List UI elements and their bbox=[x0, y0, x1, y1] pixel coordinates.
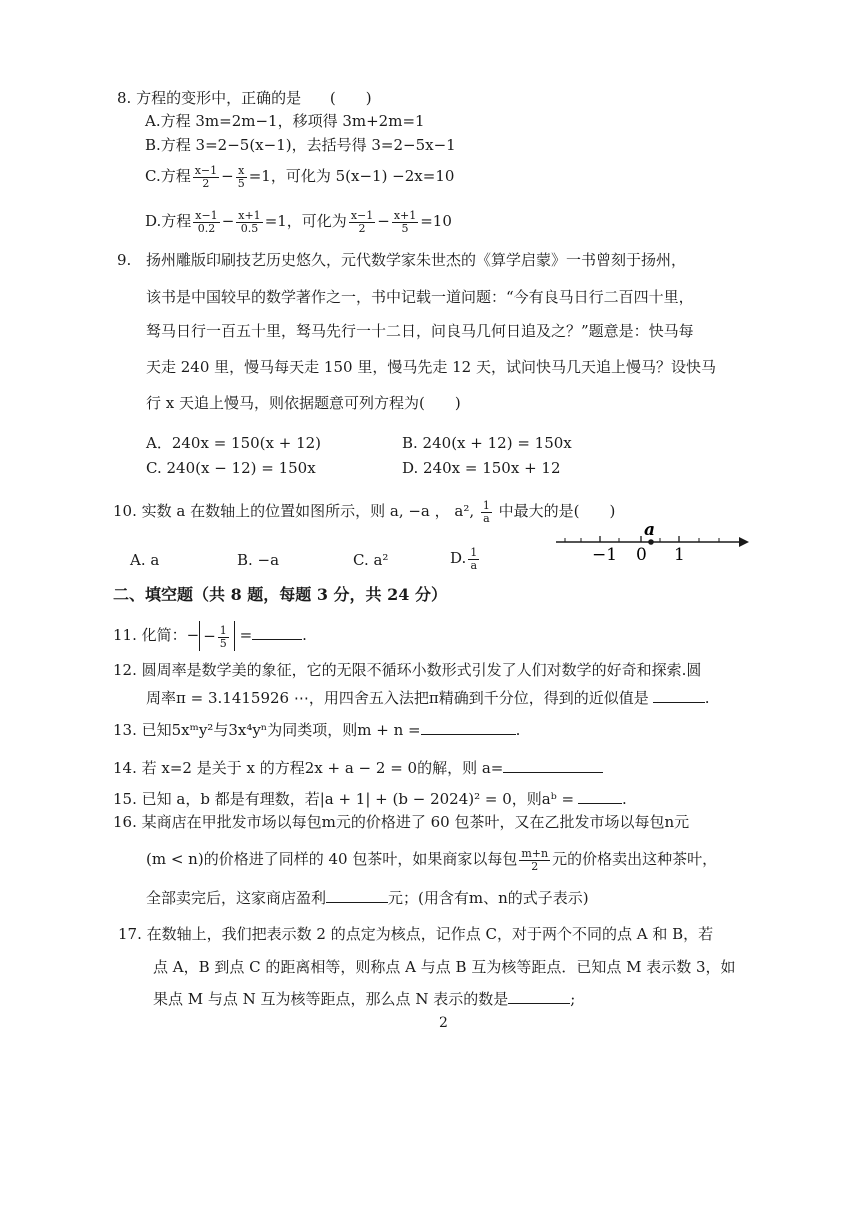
frac-numerator: 1 bbox=[482, 498, 490, 512]
q16-price-frac bbox=[519, 848, 550, 873]
q12-line-2-text: 周率π = 3.1415926 ⋯，用四舍五入法把π精确到千分位，得到的近似值是 bbox=[146, 689, 649, 707]
q14 bbox=[113, 758, 603, 778]
arrow-right-icon bbox=[739, 537, 749, 547]
q11-absolute-value bbox=[199, 621, 235, 651]
frac-denominator: a bbox=[481, 512, 492, 525]
q17-end: ; bbox=[570, 990, 576, 1008]
q9-option-c: C. 240(x − 12) = 150x bbox=[146, 459, 316, 477]
q9-line-2: 该书是中国较早的数学著作之一，书中记载一道问题：“今有良马日行二百四十里， bbox=[146, 288, 694, 306]
q16-answer-blank[interactable] bbox=[326, 888, 388, 903]
q8-stem bbox=[117, 88, 372, 108]
q8-option-c bbox=[145, 161, 454, 191]
q10-stem-frac bbox=[481, 500, 492, 525]
axis-ticks bbox=[565, 536, 719, 542]
frac-denominator: 0.2 bbox=[193, 222, 219, 235]
frac-numerator: 1 bbox=[470, 545, 478, 559]
q8-option-d bbox=[145, 206, 452, 236]
frac-numerator: x+1 bbox=[238, 208, 261, 222]
frac-numerator: x−1 bbox=[195, 208, 218, 222]
q17-answer-blank[interactable] bbox=[508, 989, 570, 1004]
frac-numerator: 1 bbox=[219, 623, 227, 637]
tick-label-neg1: −1 bbox=[592, 545, 618, 565]
q9-option-b: B. 240(x + 12) = 150x bbox=[402, 434, 572, 452]
q16-line-2-suffix: 元的价格卖出这种茶叶， bbox=[552, 850, 718, 868]
page-number: 2 bbox=[439, 1015, 448, 1031]
minus-sign: − bbox=[221, 167, 234, 185]
q16-line-2 bbox=[146, 841, 717, 877]
q8-stem-text: 8. 方程的变形中，正确的是 bbox=[117, 89, 302, 107]
q12-line-1: 12. 圆周率是数学美的象征，它的无限不循环小数形式引发了人们对数学的好奇和探索.圆 bbox=[113, 661, 702, 679]
frac-numerator: x−1 bbox=[350, 208, 374, 222]
q15 bbox=[113, 789, 627, 809]
q16-line-3-suffix: 元；(用含有m、n的式子表示) bbox=[388, 889, 589, 907]
q16-line-1: 16. 某商店在甲批发市场以每包m元的价格进了 60 包茶叶，又在乙批发市场以每包n元 bbox=[113, 813, 690, 831]
q10-stem-end: 中最大的是( ) bbox=[498, 502, 616, 520]
q10-d-prefix: D. bbox=[450, 549, 467, 567]
q10-stem-text: 10. 实数 a 在数轴上的位置如图所示，则 a, −a ， a², bbox=[113, 502, 479, 520]
frac-denominator: 0.5 bbox=[236, 222, 262, 235]
q17-line-3-prefix: 果点 M 与点 N 互为核等距点，那么点 N 表示的数是 bbox=[153, 990, 509, 1008]
q17-line-2: 点 A，B 到点 C 的距离相等，则称点 A 与点 B 互为核等距点．已知点 M 表示数 3，如 bbox=[153, 958, 736, 976]
frac-numerator: x bbox=[238, 163, 245, 177]
q10-option-d bbox=[450, 541, 481, 575]
minus-sign: − bbox=[377, 212, 390, 230]
frac-denominator: a bbox=[468, 559, 479, 572]
q15-end: . bbox=[622, 790, 627, 808]
q12-answer-blank[interactable] bbox=[653, 688, 705, 703]
q13 bbox=[113, 720, 520, 740]
q14-answer-blank[interactable] bbox=[503, 758, 603, 773]
frac-numerator: x−1 bbox=[194, 163, 218, 177]
q17-line-1: 17. 在数轴上，我们把表示数 2 的点定为核点，记作点 C，对于两个不同的点 A 和 B，若 bbox=[118, 925, 714, 943]
minus-sign: − bbox=[203, 627, 216, 645]
q11-end: . bbox=[302, 626, 307, 644]
number-line-figure bbox=[553, 518, 753, 566]
q9-line-1: 扬州雕版印刷技艺历史悠久，元代数学家朱世杰的《算学启蒙》一书曾刻于扬州， bbox=[146, 251, 687, 269]
q10-option-c: C. a² bbox=[353, 551, 389, 569]
q8-d-frac3 bbox=[349, 210, 375, 235]
q13-end: . bbox=[515, 721, 521, 739]
q9-line-3: 驽马日行一百五十里，驽马先行一十二日，问良马几何日追及之？”题意是：快马每 bbox=[146, 322, 694, 340]
q13-text: 13. 已知5xᵐy²与3x⁴yⁿ为同类项，则m + n = bbox=[113, 721, 421, 739]
q8-d-frac2 bbox=[236, 210, 262, 235]
q12-line-2 bbox=[146, 688, 710, 708]
q8-d-mid: =1，可化为 bbox=[264, 212, 347, 230]
q8-option-b: B.方程 3=2−5(x−1)，去括号得 3=2−5x−1 bbox=[145, 136, 456, 154]
section-2-heading: 二、填空题（共 8 题，每题 3 分，共 24 分） bbox=[113, 585, 447, 604]
q9-line-5: 行 x 天追上慢马，则依据题意可列方程为( ) bbox=[146, 394, 461, 412]
q17-line-3 bbox=[153, 989, 575, 1009]
tick-label-0: 0 bbox=[636, 545, 647, 565]
frac-numerator: m+n bbox=[521, 846, 549, 860]
q8-c-suffix: =1，可化为 5(x−1) −2x=10 bbox=[248, 167, 455, 185]
frac-denominator: 5 bbox=[392, 222, 418, 235]
frac-denominator: 2 bbox=[519, 860, 550, 873]
q11-prefix: 11. 化简：− bbox=[113, 626, 200, 644]
minus-sign: − bbox=[221, 212, 235, 230]
q9-number: 9. bbox=[117, 251, 132, 269]
point-a-label: a bbox=[644, 520, 656, 540]
q8-d-prefix: D.方程 bbox=[145, 212, 192, 230]
q11 bbox=[113, 620, 307, 651]
q14-text: 14. 若 x=2 是关于 x 的方程2x + a − 2 = 0的解，则 a= bbox=[113, 759, 504, 777]
q12-end: . bbox=[704, 689, 710, 707]
q11-frac bbox=[218, 625, 229, 650]
q11-equals: = bbox=[239, 626, 253, 644]
q8-d-frac1 bbox=[193, 210, 219, 235]
q15-text: 15. 已知 a，b 都是有理数，若|a + 1| + (b − 2024)² = 0，则aᵇ = bbox=[113, 790, 575, 808]
q10-option-b: B. −a bbox=[237, 551, 280, 569]
q11-answer-blank[interactable] bbox=[252, 625, 302, 640]
q8-d-frac4 bbox=[392, 210, 418, 235]
point-a-marker bbox=[648, 539, 654, 545]
frac-numerator: x+1 bbox=[393, 208, 417, 222]
frac-denominator: 5 bbox=[219, 636, 227, 650]
q8-d-suffix: =10 bbox=[420, 212, 452, 230]
q16-line-3 bbox=[146, 888, 589, 908]
frac-denominator: 2 bbox=[193, 177, 219, 190]
frac-denominator: 5 bbox=[237, 176, 245, 190]
q10-option-a: A. a bbox=[130, 551, 160, 569]
tick-label-1: 1 bbox=[674, 545, 685, 565]
q8-c-frac1 bbox=[193, 165, 219, 190]
frac-denominator: 2 bbox=[349, 222, 375, 235]
q9-option-a: A．240x = 150(x + 12) bbox=[146, 434, 322, 452]
q9-line-4: 天走 240 里，慢马每天走 150 里，慢马先走 12 天，试问快马几天追上慢马？设快马 bbox=[146, 358, 716, 376]
q8-c-prefix: C.方程 bbox=[145, 167, 191, 185]
q8-c-frac2 bbox=[236, 165, 247, 190]
q8-answer-paren: ( ) bbox=[329, 89, 372, 107]
q16-line-2-prefix: (m < n)的价格进了同样的 40 包茶叶，如果商家以每包 bbox=[146, 850, 518, 868]
q10-d-frac bbox=[468, 547, 479, 572]
q9-option-d: D. 240x = 150x + 12 bbox=[402, 459, 561, 477]
q16-line-3-prefix: 全部卖完后，这家商店盈利 bbox=[146, 889, 327, 907]
q10-stem bbox=[113, 496, 615, 526]
q15-answer-blank[interactable] bbox=[578, 789, 622, 804]
q13-answer-blank[interactable] bbox=[421, 720, 516, 735]
q8-option-a: A.方程 3m=2m−1，移项得 3m+2m=1 bbox=[145, 112, 425, 130]
